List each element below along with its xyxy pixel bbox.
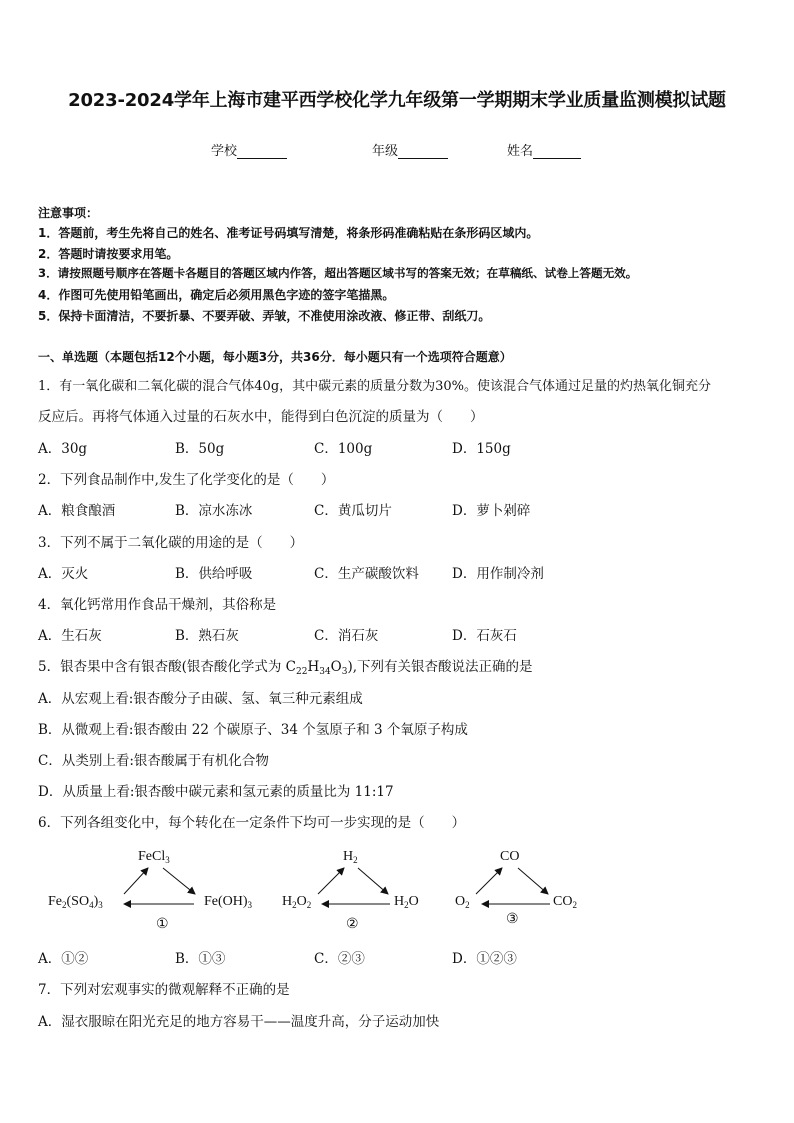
q1-option-b[interactable]: B．50g (175, 441, 225, 457)
q6-option-d[interactable]: D．①②③ (452, 951, 517, 967)
school-field (211, 140, 287, 159)
page-title: 2023-2024学年上海市建平西学校化学九年级第一学期期末学业质量监测模拟试题 (68, 90, 726, 111)
q2-option-d[interactable]: D．萝卜剁碎 (452, 503, 531, 519)
q7-stem: 7．下列对宏观事实的微观解释不正确的是 (38, 982, 290, 998)
diagram2-left-formula (282, 894, 311, 910)
diagram2-right-sub: 2 (404, 900, 409, 910)
q5-option-a[interactable]: A．从宏观上看:银杏酸分子由碳、氢、氧三种元素组成 (38, 691, 363, 707)
q1-stem-line1: 1．有一氧化碳和二氧化碳的混合气体40g，其中碳元素的质量分数为30%。使该混合气体通过足量的灼热氧化铜充分 (38, 379, 712, 394)
name-field (507, 140, 581, 159)
q1-option-a[interactable]: A．30g (38, 441, 88, 457)
diagram1-left-formula (48, 894, 103, 910)
q6-option-b[interactable]: B．①③ (175, 951, 226, 967)
diagram2-left-text: H (282, 894, 293, 909)
diagram2-arrow-down (358, 868, 388, 894)
diagram1-arrow-up (124, 868, 148, 894)
diagram2-label: ② (346, 917, 359, 932)
q4-option-d[interactable]: D．石灰石 (452, 628, 517, 644)
section-heading: 一、单选题（本题包括12个小题，每小题3分，共36分．每小题只有一个选项符合题意） (38, 350, 512, 364)
q3-option-c[interactable]: C．生产碳酸饮料 (314, 566, 419, 582)
q1-option-d[interactable]: D．150g (452, 441, 511, 457)
diagram2-arrow-up (318, 868, 344, 894)
q5-stem-post: ),下列有关银杏酸说法正确的是 (347, 659, 533, 675)
diagram3-left-text: O (455, 894, 466, 909)
q6-option-a[interactable]: A．①② (38, 951, 89, 967)
note-item: 1．答题前，考生先将自己的姓名、准考证号码填写清楚，将条形码准确粘贴在条形码区域内。 (38, 226, 539, 240)
q5-stem-pre: 5．银杏果中含有银杏酸(银杏酸化学式为 C (38, 659, 296, 675)
note-item: 3．请按照题号顺序在答题卡各题目的答题区域内作答，超出答题区域书写的答案无效；在草稿纸、试卷上答题无效。 (38, 266, 638, 280)
diagram3-label: ③ (506, 912, 519, 927)
q5-h-sub: 34 (319, 667, 331, 677)
q3-option-b[interactable]: B．供给呼吸 (175, 566, 253, 582)
q5-stem (38, 655, 533, 675)
diagram1-label: ① (156, 917, 169, 932)
diagram1-right-formula (204, 894, 252, 910)
name-blank[interactable] (533, 144, 581, 159)
note-item: 2．答题时请按要求用笔。 (38, 247, 179, 261)
q2-option-a[interactable]: A．粮食酿酒 (38, 503, 116, 519)
q4-option-c[interactable]: C．消石灰 (314, 628, 379, 644)
q3-option-a[interactable]: A．灭火 (38, 566, 89, 582)
diagram2-left-mid: O (296, 894, 307, 909)
diagram3-left-sub: 2 (465, 900, 470, 910)
diagram1-left-mid: (SO (66, 894, 90, 909)
school-label: 学校 (211, 144, 238, 159)
diagram2-right-text: H (394, 894, 405, 909)
diagram3-right-sub: 2 (572, 900, 577, 910)
diagram1-arrow-down (163, 868, 195, 894)
q5-c-sub: 22 (295, 667, 308, 677)
diagram2-arrows (310, 862, 400, 912)
diagram1-left-sub3: 3 (98, 900, 103, 910)
diagram2-top-sub: 2 (353, 855, 358, 865)
grade-label: 年级 (372, 144, 399, 159)
q5-h: H (307, 659, 320, 675)
q4-option-b[interactable]: B．熟石灰 (175, 628, 239, 644)
school-blank[interactable] (237, 144, 287, 159)
q3-option-d[interactable]: D．用作制冷剂 (452, 566, 544, 582)
name-label: 姓名 (507, 144, 534, 159)
diagram2-left-sub1: 2 (292, 900, 297, 910)
diagram1-left-text: Fe (48, 894, 62, 909)
grade-blank[interactable] (398, 144, 448, 159)
diagram3-arrows (470, 862, 560, 912)
q6-option-c[interactable]: C．②③ (314, 951, 365, 967)
q2-option-c[interactable]: C．黄瓜切片 (314, 503, 392, 519)
diagram1-arrows (110, 862, 210, 912)
q1-stem-line2: 反应后。再将气体通入过量的石灰水中，能得到白色沉淀的质量为（ ） (38, 409, 484, 425)
diagram3-right-text: CO (553, 894, 573, 909)
diagram2-left-sub2: 2 (306, 900, 312, 910)
q5-o: O (330, 659, 342, 675)
q2-stem: 2．下列食品制作中,发生了化学变化的是（ ） (38, 472, 335, 488)
diagram3-top-formula: CO (500, 849, 520, 864)
q6-stem: 6．下列各组变化中，每个转化在一定条件下均可一步实现的是（ ） (38, 815, 466, 831)
note-item: 5．保持卡面清洁，不要折暴、不要弄破、弄皱，不准使用涂改液、修正带、刮纸刀。 (38, 309, 491, 323)
q3-stem: 3．下列不属于二氧化碳的用途的是（ ） (38, 535, 304, 551)
notes-heading: 注意事项： (38, 206, 99, 220)
diagram1-left-sub1: 2 (62, 900, 67, 910)
q5-option-c[interactable]: C．从类别上看:银杏酸属于有机化合物 (38, 753, 269, 769)
q4-stem: 4．氧化钙常用作食品干燥剂，其俗称是 (38, 597, 277, 613)
diagram1-right-sub: 3 (247, 900, 253, 910)
q5-option-b[interactable]: B．从微观上看:银杏酸由 22 个碳原子、34 个氢原子和 3 个氧原子构成 (38, 722, 468, 738)
q2-option-b[interactable]: B．凉水冻冰 (175, 503, 253, 519)
diagram3-arrow-up (476, 868, 502, 894)
diagram1-right-text: Fe(OH) (204, 894, 248, 909)
diagram1-top-sub: 3 (165, 855, 170, 865)
diagram1-left-end: ) (93, 894, 99, 909)
diagram2-top-text: H (343, 849, 354, 864)
diagram3-left-formula (455, 894, 470, 910)
diagram2-right-end: O (408, 894, 419, 909)
q1-option-c[interactable]: C．100g (314, 441, 373, 457)
q4-option-a[interactable]: A．生石灰 (38, 628, 102, 644)
q5-option-d[interactable]: D．从质量上看:银杏酸中碳元素和氢元素的质量比为 11:17 (38, 784, 394, 800)
q5-o-sub: 3 (341, 667, 348, 677)
diagram1-top-text: FeCl (138, 849, 166, 864)
grade-field (372, 140, 448, 159)
diagram3-arrow-down (518, 868, 548, 894)
diagram1-left-sub2: 4 (89, 900, 94, 910)
q7-option-a[interactable]: A．湿衣服晾在阳光充足的地方容易干——温度升高，分子运动加快 (38, 1014, 440, 1030)
note-item: 4．作图可先使用铅笔画出，确定后必须用黑色字迹的签字笔描黑。 (38, 288, 395, 302)
